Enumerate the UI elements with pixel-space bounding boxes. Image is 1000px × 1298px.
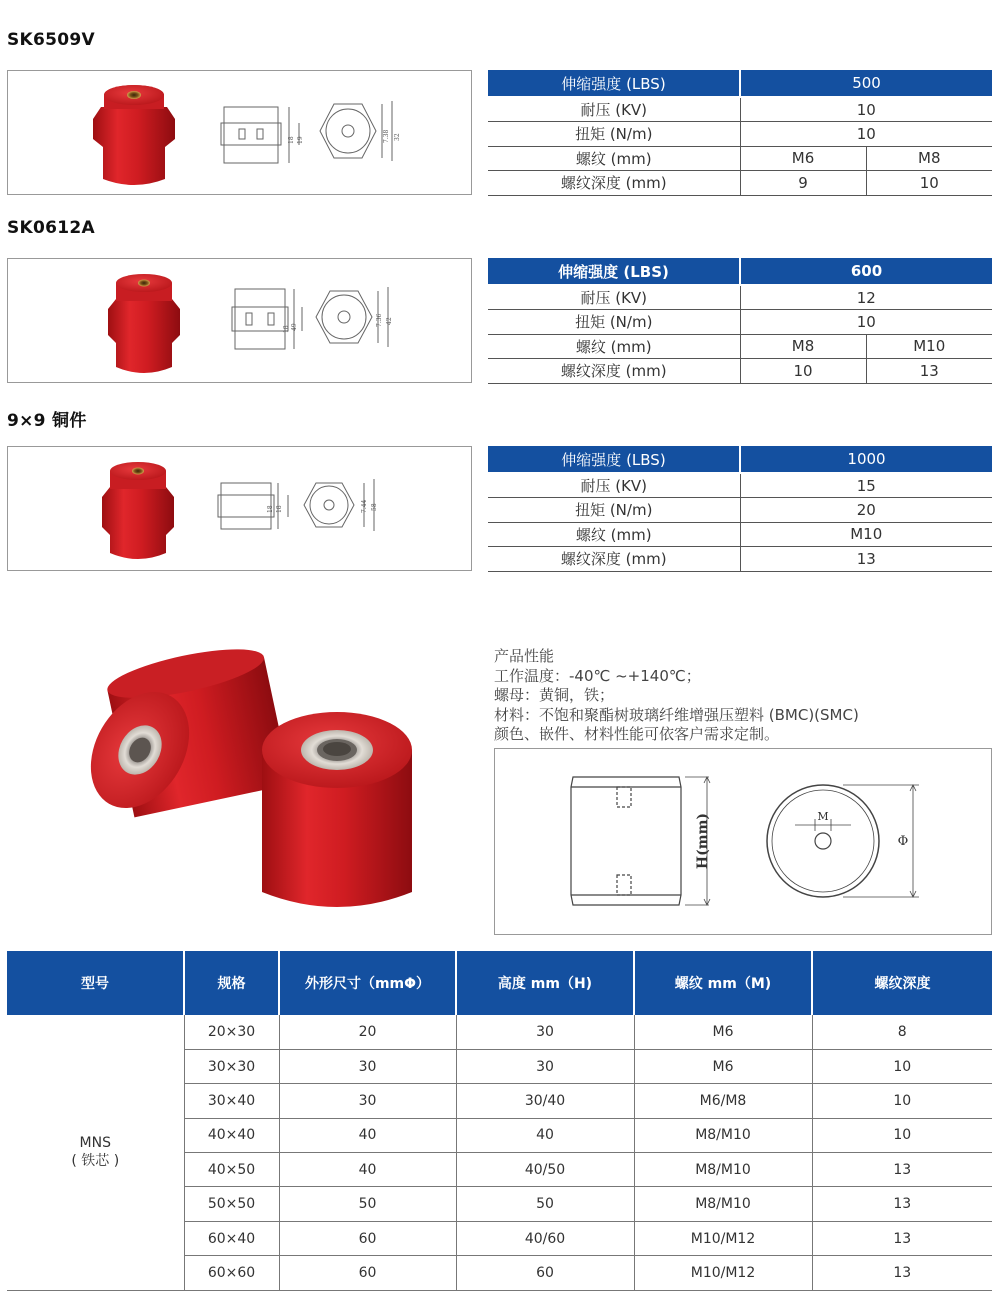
product-image-panel [7, 446, 472, 571]
product-image-panel [7, 70, 472, 195]
table-cell: 13 [812, 1187, 992, 1221]
table-cell: M10/M12 [634, 1221, 812, 1255]
table-cell: 60 [279, 1221, 456, 1255]
product-properties [494, 647, 984, 745]
insulator-illustration [8, 259, 473, 384]
table-cell: 60×60 [184, 1256, 279, 1290]
spec-cell: 13 [866, 359, 992, 384]
table-cell: 50×50 [184, 1187, 279, 1221]
model-title: 9×9 铜件 [7, 411, 87, 431]
spec-cell: 螺纹 (mm) [488, 522, 740, 547]
red-insulator-photo [108, 274, 180, 373]
properties-line: 螺母：黄铜，铁； [494, 686, 615, 704]
spec-cell: M10 [740, 522, 992, 547]
spec-cell: 15 [740, 473, 992, 498]
spec-cell: 螺纹深度 (mm) [488, 547, 740, 572]
table-cell: 30×30 [184, 1049, 279, 1083]
spec-cell: 10 [740, 122, 992, 147]
dim-label: 18 [267, 505, 274, 513]
properties-line: 材料：不饱和聚酯树玻璃纤维增强压塑料 (BMC)(SMC) [494, 705, 859, 724]
spec-table [488, 70, 992, 196]
red-insulator-photo [102, 462, 174, 559]
dim-label: 49 [291, 323, 298, 331]
col-header: 外形尺寸（mmΦ） [279, 951, 456, 1015]
table-cell: M8/M10 [634, 1153, 812, 1187]
model-title: SK6509V [7, 30, 95, 50]
table-cell: 13 [812, 1153, 992, 1187]
table-cell: 40×50 [184, 1153, 279, 1187]
spec-cell: M10 [866, 334, 992, 359]
table-cell: 60 [279, 1256, 456, 1290]
red-insulator-photo [93, 85, 175, 185]
table-cell: 40/60 [456, 1221, 634, 1255]
table-row [7, 1015, 992, 1049]
dim-label: 32 [394, 133, 401, 141]
dim-label: 7.36 [376, 313, 383, 327]
col-header: 规格 [184, 951, 279, 1015]
dim-label: 19 [297, 136, 304, 144]
spec-cell: 10 [866, 171, 992, 196]
spec-cell: 10 [740, 97, 992, 122]
spec-cell: M6 [740, 146, 866, 171]
table-cell: 60×40 [184, 1221, 279, 1255]
table-cell: 10 [812, 1084, 992, 1118]
table-cell: 20×30 [184, 1015, 279, 1049]
col-header: 螺纹 mm（M) [634, 951, 812, 1015]
table-cell: 30/40 [456, 1084, 634, 1118]
table-cell: 40 [456, 1118, 634, 1152]
spec-cell: 螺纹深度 (mm) [488, 171, 740, 196]
col-header: 型号 [7, 951, 184, 1015]
spec-cell: M8 [866, 146, 992, 171]
spec-cell: 扭矩 (N/m) [488, 122, 740, 147]
properties-line: 工作温度：-40℃ ~+140℃； [494, 666, 701, 685]
spec-table [488, 258, 992, 384]
dim-label: 18 [276, 505, 283, 513]
dimension-diagram [495, 749, 991, 934]
spec-cell: 扭矩 (N/m) [488, 498, 740, 523]
spec-header-label: 伸缩强度 (LBS) [488, 70, 740, 97]
spec-cell: 13 [740, 547, 992, 572]
table-cell: 30 [279, 1049, 456, 1083]
dim-label: 7.38 [383, 129, 390, 143]
table-cell: 40×40 [184, 1118, 279, 1152]
table-cell: 8 [812, 1015, 992, 1049]
side-view-drawing [221, 107, 299, 163]
table-cell: 40/50 [456, 1153, 634, 1187]
table-cell: 50 [279, 1187, 456, 1221]
dim-label: 7.44 [361, 499, 368, 513]
spec-cell: 耐压 (KV) [488, 473, 740, 498]
spec-header-label: 伸缩强度 (LBS) [488, 446, 740, 473]
insulator-illustration [8, 71, 473, 196]
table-cell: 40 [279, 1118, 456, 1152]
properties-title: 产品性能 [494, 647, 555, 665]
spec-cell: 9 [740, 171, 866, 196]
dim-label: 18 [283, 325, 290, 333]
dim-label: 58 [371, 503, 378, 511]
product-image-panel [7, 258, 472, 383]
top-view-drawing [767, 785, 919, 897]
spec-header-label: 伸缩强度 (LBS) [488, 258, 740, 285]
table-cell: 10 [812, 1118, 992, 1152]
spec-header-value: 500 [740, 70, 992, 97]
mns-insulator-photo [80, 630, 440, 930]
spec-cell: 螺纹深度 (mm) [488, 359, 740, 384]
spec-cell: 10 [740, 310, 992, 335]
table-cell: 30×40 [184, 1084, 279, 1118]
spec-cell: 耐压 (KV) [488, 97, 740, 122]
col-header: 高度 mm（H) [456, 951, 634, 1015]
table-cell: 20 [279, 1015, 456, 1049]
table-cell: 13 [812, 1221, 992, 1255]
dimension-diagram-panel [494, 748, 992, 935]
table-cell: 60 [456, 1256, 634, 1290]
model-title: SK0612A [7, 218, 95, 238]
spec-cell: 20 [740, 498, 992, 523]
spec-header-value: 1000 [740, 446, 992, 473]
spec-cell: 耐压 (KV) [488, 285, 740, 310]
spec-header-value: 600 [740, 258, 992, 285]
thread-label: M [817, 810, 829, 823]
insulator-illustration [8, 447, 473, 572]
spec-cell: 螺纹 (mm) [488, 146, 740, 171]
side-view-drawing [232, 289, 302, 349]
table-cell: 50 [456, 1187, 634, 1221]
spec-cell: M8 [740, 334, 866, 359]
table-cell: M10/M12 [634, 1256, 812, 1290]
spec-cell: 螺纹 (mm) [488, 334, 740, 359]
spec-table [488, 446, 992, 572]
table-cell: M8/M10 [634, 1187, 812, 1221]
spec-cell: 扭矩 (N/m) [488, 310, 740, 335]
table-cell: 13 [812, 1256, 992, 1290]
table-cell: 30 [279, 1084, 456, 1118]
side-view-drawing [571, 777, 710, 905]
spec-cell: 10 [740, 359, 866, 384]
top-view-drawing [320, 101, 392, 161]
diameter-label: Φ [897, 834, 909, 849]
table-cell: 30 [456, 1049, 634, 1083]
properties-line: 颜色、嵌件、材料性能可依客户需求定制。 [494, 725, 780, 743]
height-label: H(mm) [695, 812, 711, 870]
col-header: 螺纹深度 [812, 951, 992, 1015]
mns-spec-table [7, 951, 992, 1291]
dim-label: 18 [288, 136, 295, 144]
table-cell: 10 [812, 1049, 992, 1083]
spec-cell: 12 [740, 285, 992, 310]
table-cell: 30 [456, 1015, 634, 1049]
model-cell: MNS ( 铁芯 ) [7, 1015, 184, 1290]
table-cell: 40 [279, 1153, 456, 1187]
table-cell: M6 [634, 1049, 812, 1083]
table-cell: M8/M10 [634, 1118, 812, 1152]
table-cell: M6/M8 [634, 1084, 812, 1118]
table-cell: M6 [634, 1015, 812, 1049]
dim-label: 42 [386, 317, 393, 325]
